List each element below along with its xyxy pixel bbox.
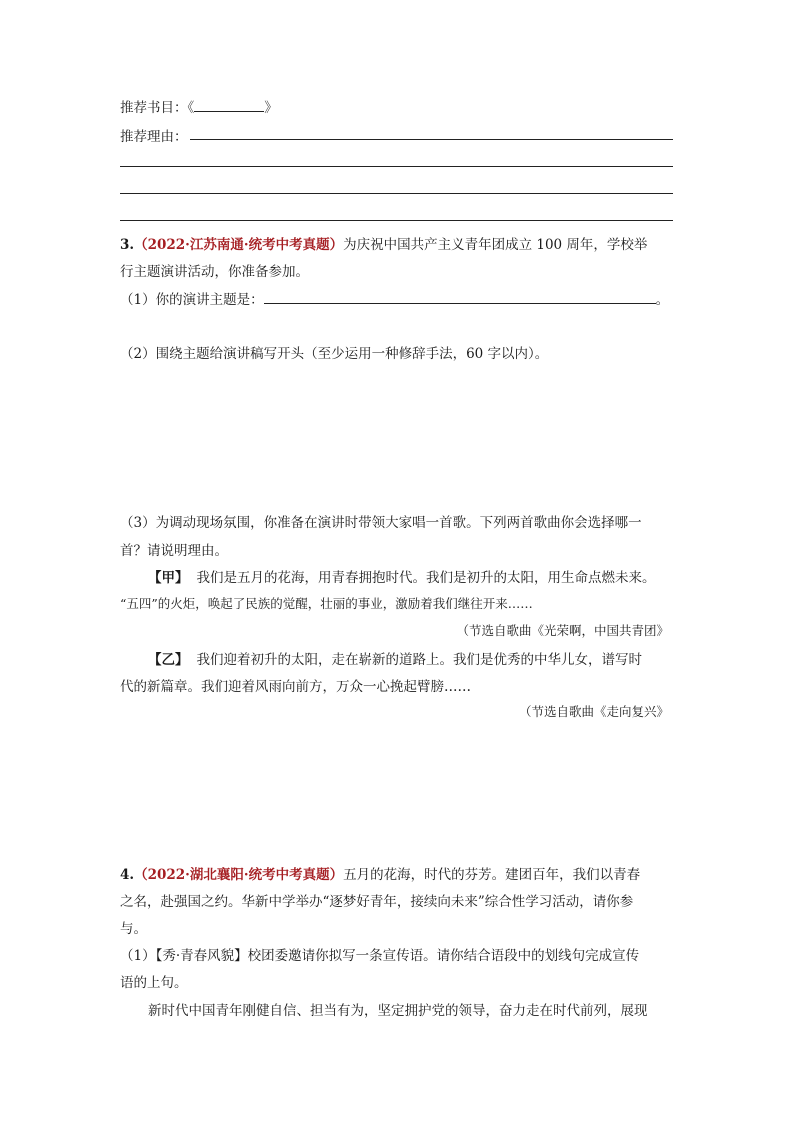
reason-blank-3[interactable] [120,193,673,194]
reason-label: 推荐理由： [120,129,188,145]
reason-blank-4[interactable] [120,220,673,221]
q3-stem-line1: 3.（2022·江苏南通·统考中考真题）为庆祝中国共产主义青年团成立 100 周年，学校举 [120,237,648,253]
q4-part1-line1: （1）【秀·青春风貌】校团委邀请你拟写一条宣传语。请你结合语段中的划线句完成宣传 [120,948,640,964]
song-jia-line1: 【甲】 我们是五月的花海，用青春拥抱时代。我们是初升的太阳，用生命点燃未来。 [148,570,656,586]
song-yi-source: （节选自歌曲《走向复兴》 [518,704,669,719]
q4-number: 4. [120,867,135,883]
q4-stem-line2: 之名，赴强国之约。华新中学举办“逐梦好青年，接续向未来”综合性学习活动，请你参 [120,894,634,910]
q4-passage: 新时代中国青年刚健自信、担当有为，坚定拥护党的领导，奋力走在时代前列，展现 [148,1003,648,1019]
q3-stem-line2: 行主题演讲活动，你准备参加。 [120,264,309,280]
theme-blank[interactable] [264,291,656,304]
book-label: 推荐书目： [120,100,188,116]
book-line: 推荐书目：《 》 [120,100,278,116]
song-jia-source: （节选自歌曲《光荣啊，中国共青团》 [456,623,669,638]
q3-part2-answer-area[interactable] [120,365,673,500]
song-jia-tag: 【甲】 [148,570,189,586]
book-blank[interactable] [194,99,264,112]
q3-number: 3. [120,237,135,253]
song-yi-line1: 【乙】 我们迎着初升的太阳，走在崭新的道路上。我们是优秀的中华儿女，谱写时 [148,652,642,668]
song-jia-line2: “五四”的火炬，唤起了民族的觉醒，壮丽的事业，激励着我们继往开来…… [120,596,533,611]
q3-part3-line1: （3）为调动现场氛围，你准备在演讲时带领大家唱一首歌。下列两首歌曲你会选择哪一 [120,515,642,531]
q4-part1-line2: 语的上句。 [120,975,188,991]
q3-part3-line2: 首？请说明理由。 [120,543,228,559]
q4-stem-line3: 与。 [120,921,147,937]
song-yi-line2: 代的新篇章。我们迎着风雨向前方，万众一心挽起臂膀…… [120,679,471,695]
q4-stem-line1: 4.（2022·湖北襄阳·统考中考真题）五月的花海，时代的芬芳。建团百年，我们以青春 [120,867,641,883]
song-yi-tag: 【乙】 [148,652,189,668]
q3-source: （2022·江苏南通·统考中考真题） [134,237,344,253]
reason-blank-2[interactable] [120,166,673,167]
q4-source: （2022·湖北襄阳·统考中考真题） [134,867,344,883]
q3-part2: （2）围绕主题给演讲稿写开头（至少运用一种修辞手法，60 字以内）。 [120,346,549,362]
q3-part1: （1）你的演讲主题是： 。 [120,292,670,308]
q3-part3-answer-area[interactable] [120,725,673,850]
reason-blank-1[interactable] [190,139,673,140]
